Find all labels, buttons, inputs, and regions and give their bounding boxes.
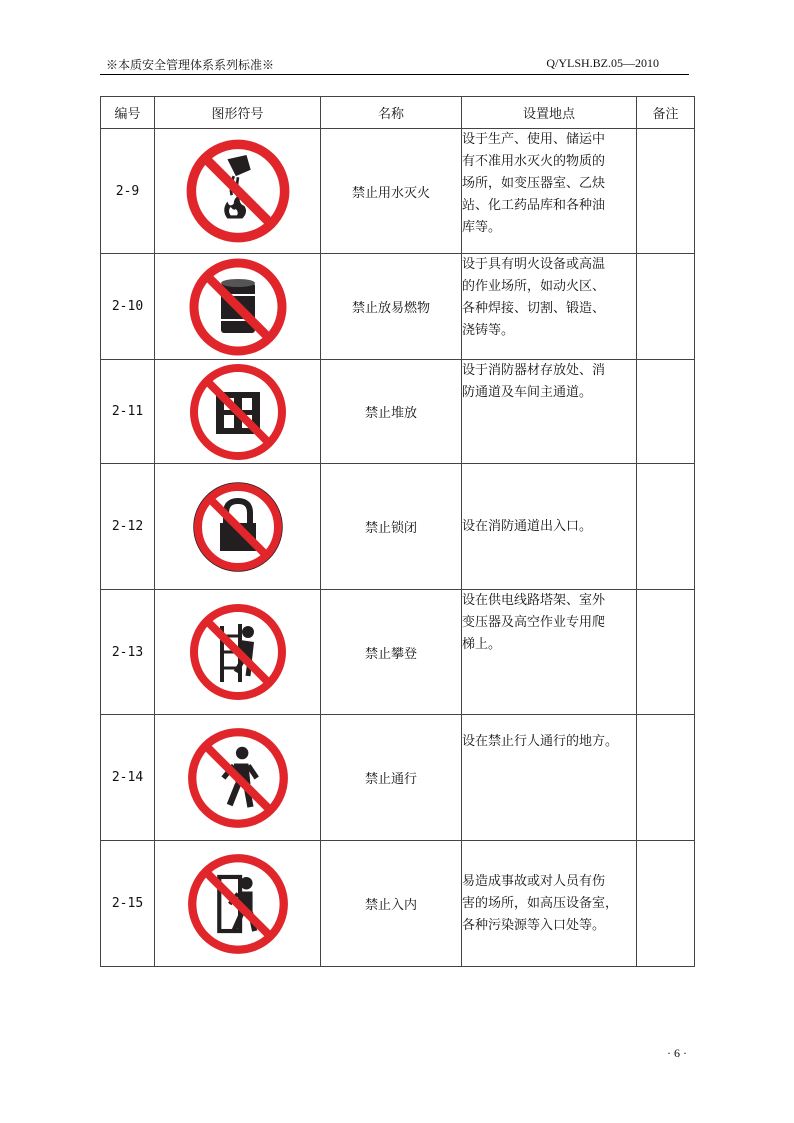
sign-location: 设在供电线路塔架、室外 变压器及高空作业专用爬 梯上。 <box>462 590 637 715</box>
table-row <box>101 841 695 967</box>
sign-name: 禁止攀登 <box>321 590 462 715</box>
col-header-location: 设置地点 <box>462 97 637 129</box>
sign-remarks <box>637 590 695 715</box>
sign-remarks <box>637 715 695 841</box>
col-header-symbol: 图形符号 <box>155 97 321 129</box>
sign-location: 设于消防器材存放处、消 防通道及车间主通道。 <box>462 360 637 464</box>
no-flammables-icon <box>188 257 288 357</box>
sign-remarks <box>637 841 695 967</box>
no-stacking-icon <box>188 362 288 462</box>
table-row <box>101 715 695 841</box>
table-row <box>101 360 695 464</box>
no-climbing-icon <box>188 602 288 702</box>
sign-name: 禁止放易燃物 <box>321 254 462 360</box>
sign-number: 2-9 <box>101 129 155 254</box>
sign-name: 禁止用水灭火 <box>321 129 462 254</box>
sign-location: 易造成事故或对人员有伤 害的场所，如高压设备室， 各种污染源等入口处等。 <box>462 841 637 967</box>
no-passage-icon <box>186 726 290 830</box>
sign-remarks <box>637 129 695 254</box>
sign-location: 设在禁止行人通行的地方。 <box>462 715 637 841</box>
sign-location: 设于生产、使用、储运中 有不准用水灭火的物质的 场所，如变压器室、乙炔 站、化工药品库和各种油 库等。 <box>462 129 637 254</box>
sign-name: 禁止锁闭 <box>321 464 462 590</box>
sign-location: 设于具有明火设备或高温 的作业场所，如动火区、 各种焊接、切割、锻造、 浇铸等。 <box>462 254 637 360</box>
no-locking-icon <box>188 477 288 577</box>
page-header <box>100 56 689 75</box>
prohibition-signs-table <box>100 96 695 967</box>
sign-name: 禁止入内 <box>321 841 462 967</box>
table-row <box>101 129 695 254</box>
sign-name: 禁止通行 <box>321 715 462 841</box>
table-header-row <box>101 97 695 129</box>
document-code: Q/YLSH.BZ.05—2010 <box>546 56 659 70</box>
sign-number: 2-14 <box>101 715 155 841</box>
table-row <box>101 590 695 715</box>
sign-location: 设在消防通道出入口。 <box>462 464 637 590</box>
sign-number: 2-12 <box>101 464 155 590</box>
table-row <box>101 254 695 360</box>
sign-number: 2-15 <box>101 841 155 967</box>
col-header-name: 名称 <box>321 97 462 129</box>
sign-number: 2-13 <box>101 590 155 715</box>
col-header-remarks: 备注 <box>637 97 695 129</box>
sign-number: 2-10 <box>101 254 155 360</box>
sign-remarks <box>637 464 695 590</box>
sign-remarks <box>637 360 695 464</box>
sign-name: 禁止堆放 <box>321 360 462 464</box>
no-entry-icon <box>186 852 290 956</box>
sign-number: 2-11 <box>101 360 155 464</box>
standard-series-title: ※本质安全管理体系系列标准※ <box>106 58 275 72</box>
table-row <box>101 464 695 590</box>
sign-remarks <box>637 254 695 360</box>
col-header-number: 编号 <box>101 97 155 129</box>
no-water-extinguish-icon <box>185 138 291 244</box>
page-number: · 6 · <box>667 1046 687 1060</box>
